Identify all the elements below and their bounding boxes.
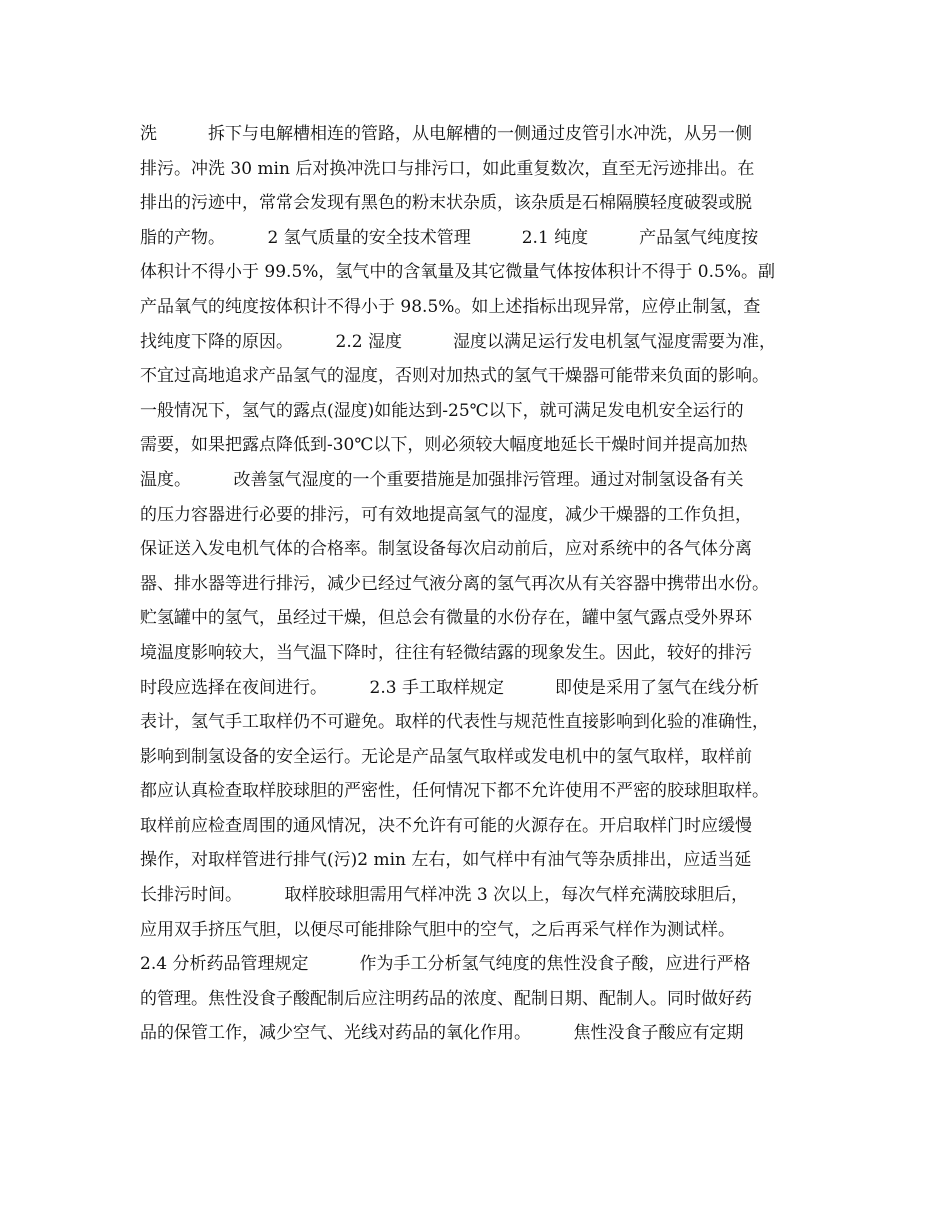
text-line: 洗 拆下与电解槽相连的管路，从电解槽的一侧通过皮管引水冲洗，从另一侧 [140,124,752,144]
text-line: 境温度影响较大，当气温下降时，往往有轻微结露的现象发生。因此，较好的排污 [140,642,752,663]
text-line: 取样前应检查周围的通风情况，决不允许有可能的火源存在。开启取样门时应缓慢 [140,815,752,836]
text-line: 找纯度下降的原因。 2.2 湿度 湿度以满足运行发电机氢气湿度需要为准， [140,331,776,352]
text-line: 保证送入发电机气体的合格率。制氢设备每次启动前后，应对系统中的各气体分离 [140,539,752,560]
text-line: 排出的污迹中，常常会发现有黑色的粉末状杂质，该杂质是石棉隔膜轻度破裂或脱 [140,193,752,214]
text-line: 器、排水器等进行排污，减少已经过气液分离的氢气再次从有关容器中携带出水份。 [140,573,769,594]
text-line: 排污。冲洗 30 min 后对换冲洗口与排污口，如此重复数次，直至无污迹排出。在 [140,158,755,179]
text-line: 温度。 改善氢气湿度的一个重要措施是加强排污管理。通过对制氢设备有关 [140,469,744,490]
text-line: 体积计不得小于 99.5%，氢气中的含氧量及其它微量气体按体积计不得于 0.5%。副 [140,262,775,283]
text-line: 长排污时间。 取样胶球胆需用气样冲洗 3 次以上，每次气样充满胶球胆后， [140,885,749,906]
text-line: 都应认真检查取样胶球胆的严密性，任何情况下都不允许使用不严密的胶球胆取样。 [140,781,769,802]
text-line: 一般情况下，氢气的露点(湿度)如能达到-25℃以下，就可满足发电机安全运行的 [140,400,744,421]
text-line: 品的保管工作，减少空气、光线对药品的氧化作用。 焦性没食子酸应有定期 [140,1023,744,1044]
text-line: 的管理。焦性没食子酸配制后应注明药品的浓度、配制日期、配制人。同时做好药 [140,988,752,1009]
text-line: 脂的产物。 2 氢气质量的安全技术管理 2.1 纯度 产品氢气纯度按 [140,227,759,248]
text-line: 贮氢罐中的氢气，虽经过干燥，但总会有微量的水份存在，罐中氢气露点受外界环 [140,608,752,629]
text-line: 的压力容器进行必要的排污，可有效地提高氢气的湿度，减少干燥器的工作负担， [140,504,752,525]
text-line: 操作，对取样管进行排气(污)2 min 左右，如气样中有油气等杂质排出，应适当延 [140,850,752,871]
text-line: 影响到制氢设备的安全运行。无论是产品氢气取样或发电机中的氢气取样，取样前 [140,746,752,767]
text-line: 表计，氢气手工取样仍不可避免。取样的代表性与规范性直接影响到化验的准确性， [140,712,769,733]
text-line: 2.4 分析药品管理规定 作为手工分析氢气纯度的焦性没食子酸，应进行严格 [140,954,751,975]
body-text [140,117,820,1051]
text-line: 不宜过高地追求产品氢气的湿度，否则对加热式的氢气干燥器可能带来负面的影响。 [140,366,769,387]
text-line: 时段应选择在夜间进行。 2.3 手工取样规定 即使是采用了氢气在线分析 [140,677,759,698]
text-line: 产品氧气的纯度按体积计不得小于 98.5%。如上述指标出现异常，应停止制氢，查 [140,296,761,317]
text-line: 需要，如果把露点降低到-30℃以下，则必须较大幅度地延长干燥时间并提高加热 [140,435,748,456]
text-line: 应用双手挤压气胆，以便尽可能排除气胆中的空气，之后再采气样作为测试样。 [140,919,735,940]
